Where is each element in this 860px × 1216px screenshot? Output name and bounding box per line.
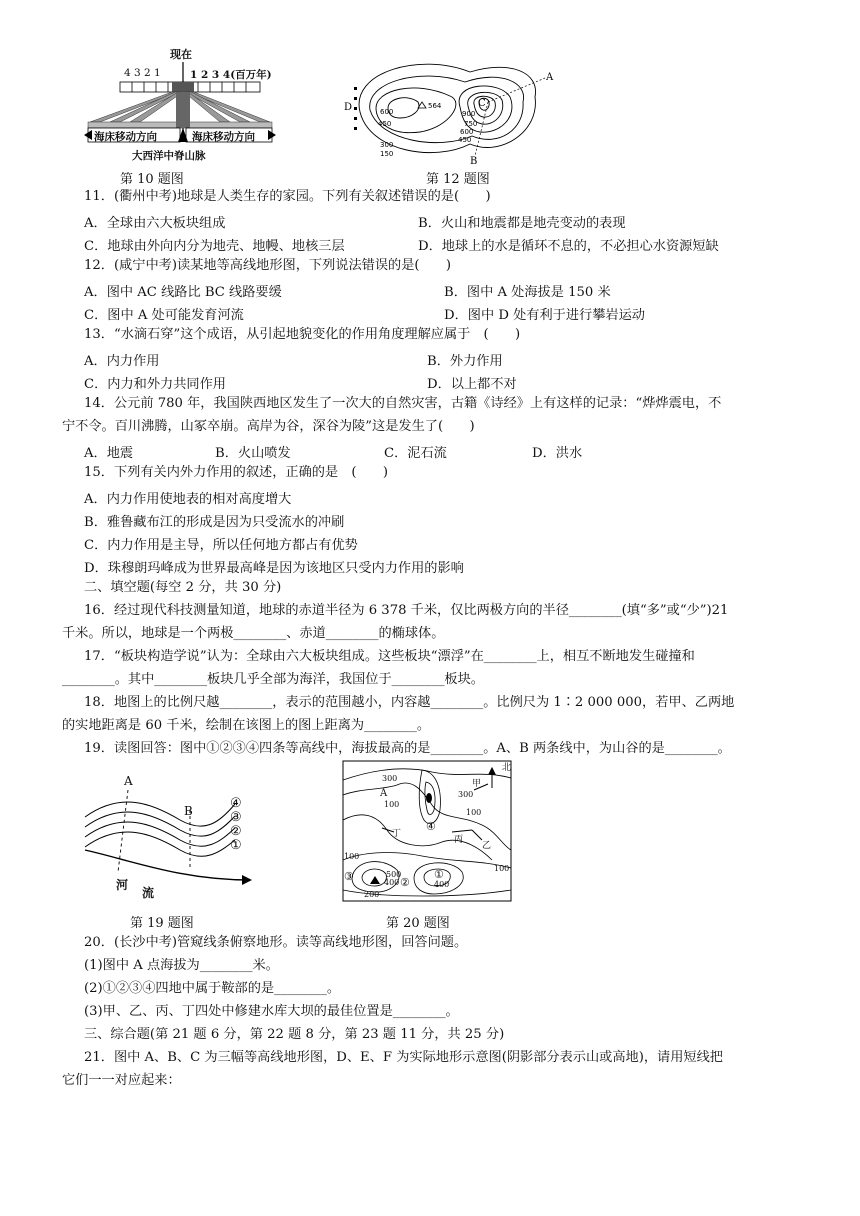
now-label: 现在 <box>170 48 192 61</box>
fig20-contour-100-mid: 100 <box>466 808 482 817</box>
q13-option-c: C．内力和外力共同作用 <box>84 377 226 392</box>
q20-sub-3: (3)甲、乙、丙、丁四处中修建水库大坝的最佳位置是________。 <box>84 1004 459 1019</box>
fig20-site-jia: 甲 <box>472 779 482 789</box>
fig20-contour-300-top: 300 <box>382 774 398 783</box>
q13-stem: 13．“水滴石穿”这个成语，从引起地貌变化的作用角度理解应属于 ( ) <box>84 327 521 342</box>
fig20-site-ding: 丁 <box>392 829 402 839</box>
fig20-site-4: ④ <box>426 820 436 833</box>
fig19-caption: 第 19 题图 <box>130 916 194 931</box>
fig19-contour-3: ③ <box>230 810 242 825</box>
q14-line1: 14．公元前 780 年，我国陕西地区发生了一次大的自然灾害，古籍《诗经》上有这样的记录：“烨烨震电，不 <box>84 396 722 411</box>
contour-label: 450 <box>458 136 472 144</box>
q16-line1: 16．经过现代科技测量知道，地球的赤道半径为 6 378 千米，仅比两极方向的半径________(填“多”或“少”)21 <box>84 603 729 618</box>
q21-line2: 它们一一对应起来： <box>62 1073 181 1088</box>
fig20-site-1: ① <box>434 868 444 881</box>
q18-line2: 的实地距离是 60 千米，绘制在该图上的图上距离为________。 <box>62 718 431 733</box>
q14-option-d: D．洪水 <box>532 446 583 461</box>
fig20-contour-400-right: 400 <box>434 880 450 889</box>
q13-option-d: D．以上都不对 <box>427 377 517 392</box>
q12-option-b: B．图中 A 处海拔是 150 米 <box>444 285 611 300</box>
contour-label: 600 <box>460 128 474 136</box>
fig20-site-3: ③ <box>344 870 354 883</box>
q11-option-a: A．全球由六大板块组成 <box>84 216 226 231</box>
contour-label: 150 <box>380 150 394 158</box>
q20-stem: 20．(长沙中考)管窥线条俯察地形。读等高线地形图，回答问题。 <box>84 935 468 950</box>
q15-stem: 15．下列有关内外力作用的叙述，正确的是 ( ) <box>84 465 389 480</box>
fig20-contour-400-left: 400 <box>384 878 400 887</box>
fig19-contour-2: ② <box>230 824 242 839</box>
ridge-label: 大西洋中脊山脉 <box>132 150 206 162</box>
fig12-caption: 第 12 题图 <box>426 172 490 187</box>
fig19-contour-4: ④ <box>230 796 242 811</box>
q17-line2: ________。其中________板块几乎全部为海洋，我国位于________板块。 <box>62 672 484 687</box>
q20-sub-2: (2)①②③④四地中属于鞍部的是________。 <box>84 981 341 996</box>
fig20-point-a: A <box>380 788 388 799</box>
contour-label: 900 <box>462 110 476 118</box>
q15-option-b: B．雅鲁藏布江的形成是因为只受流水的冲刷 <box>84 515 345 530</box>
figure-19 <box>80 772 260 902</box>
right-arrow-label: 海床移动方向 <box>192 131 255 143</box>
fig19-label-a: A <box>124 774 133 788</box>
fig20-site-bing: 丙 <box>454 835 464 845</box>
north-indicator: 北 <box>502 763 512 773</box>
q12-option-c: C．图中 A 处可能发育河流 <box>84 308 244 323</box>
q11-option-b: B．火山和地震都是地壳变动的表现 <box>418 216 626 231</box>
q15-option-a: A．内力作用使地表的相对高度增大 <box>84 492 292 507</box>
q19-line1: 19．读图回答：图中①②③④四条等高线中，海拔最高的是________。A、B 两条线中，为山谷的是________。 <box>84 741 731 756</box>
point-label-c: C <box>478 98 486 109</box>
point-label-a: A <box>546 72 554 83</box>
q11-option-c: C．地球由外向内分为地壳、地幔、地核三层 <box>84 239 345 254</box>
figure-10 <box>80 50 280 170</box>
contour-map-12 <box>340 52 560 167</box>
q18-line1: 18．地图上的比例尺越________，表示的范围越小，内容越________。比例尺为 1∶2 000 000，若甲、乙两地 <box>84 695 735 710</box>
q14-option-a: A．地震 <box>84 446 134 461</box>
fig10-caption: 第 10 题图 <box>120 172 184 187</box>
contour-label: 750 <box>464 120 478 128</box>
q16-line2: 千米。所以，地球是一个两极________、赤道________的椭球体。 <box>62 626 445 641</box>
figure-20 <box>342 760 512 902</box>
point-label-b: B <box>470 156 478 167</box>
q13-option-b: B．外力作用 <box>427 354 503 369</box>
fig20-caption: 第 20 题图 <box>386 916 450 931</box>
fig19-river-1: 河 <box>116 878 129 892</box>
q17-line1: 17．“板块构造学说”认为：全球由六大板块组成。这些板块“漂浮”在________上，相互不断地发生碰撞和 <box>84 649 695 664</box>
contour-label: 600 <box>380 108 394 116</box>
section-2-heading: 二、填空题(每空 2 分，共 30 分) <box>84 580 282 595</box>
contour-label: 450 <box>378 120 392 128</box>
q14-line2: 宁不令。百川沸腾，山冢卒崩。高岸为谷，深谷为陵”这是发生了( ) <box>62 419 475 434</box>
q15-option-c: C．内力作用是主导，所以任何地方都占有优势 <box>84 538 358 553</box>
q12-option-a: A．图中 AC 线路比 BC 线路要缓 <box>84 285 282 300</box>
scale-left: 4 3 2 1 <box>124 67 161 79</box>
fig20-contour-200: 200 <box>364 890 380 899</box>
q15-option-d: D．珠穆朗玛峰成为世界最高峰是因为该地区只受内力作用的影响 <box>84 561 464 576</box>
fig20-contour-100-right: 100 <box>494 864 510 873</box>
fig20-contour-100-bottom: 100 <box>344 852 360 861</box>
q14-option-b: B．火山喷发 <box>215 446 291 461</box>
q21-line1: 21．图中 A、B、C 为三幅等高线地形图，D、E、F 为实际地形示意图(阴影部分表示山或高地)，请用短线把 <box>84 1050 723 1065</box>
q13-option-a: A．内力作用 <box>84 354 160 369</box>
section-3-heading: 三、综合题(第 21 题 6 分，第 22 题 8 分，第 23 题 11 分，共 25 分) <box>84 1027 505 1042</box>
fig20-site-2: ② <box>400 876 410 889</box>
fig19-contour-1: ① <box>230 838 242 853</box>
fig20-contour-100-left: 100 <box>384 800 400 809</box>
q12-option-d: D．图中 D 处有利于进行攀岩运动 <box>444 308 645 323</box>
scale-right: 1 2 3 4(百万年) <box>190 69 272 81</box>
fig19-label-b: B <box>184 804 193 818</box>
q11-stem: 11．(衢州中考)地球是人类生存的家园。下列有关叙述错误的是( ) <box>84 189 491 204</box>
figure-12 <box>340 52 560 167</box>
fig20-site-yi: 乙 <box>482 841 492 851</box>
point-label-d: D <box>344 102 353 113</box>
q11-option-d: D．地球上的水是循环不息的，不必担心水资源短缺 <box>418 239 719 254</box>
fig19-river-2: 流 <box>142 886 155 900</box>
fig20-contour-500: 500 <box>386 870 402 879</box>
left-arrow-label: 海床移动方向 <box>94 131 157 143</box>
q14-option-c: C．泥石流 <box>384 446 447 461</box>
contour-label: 564 <box>428 102 442 110</box>
fig20-contour-300-peak: 300 <box>458 790 474 799</box>
q12-stem: 12．(咸宁中考)读某地等高线地形图，下列说法错误的是( ) <box>84 258 452 273</box>
contour-label: 300 <box>380 141 394 149</box>
q20-sub-1: (1)图中 A 点海拔为________米。 <box>84 958 279 973</box>
